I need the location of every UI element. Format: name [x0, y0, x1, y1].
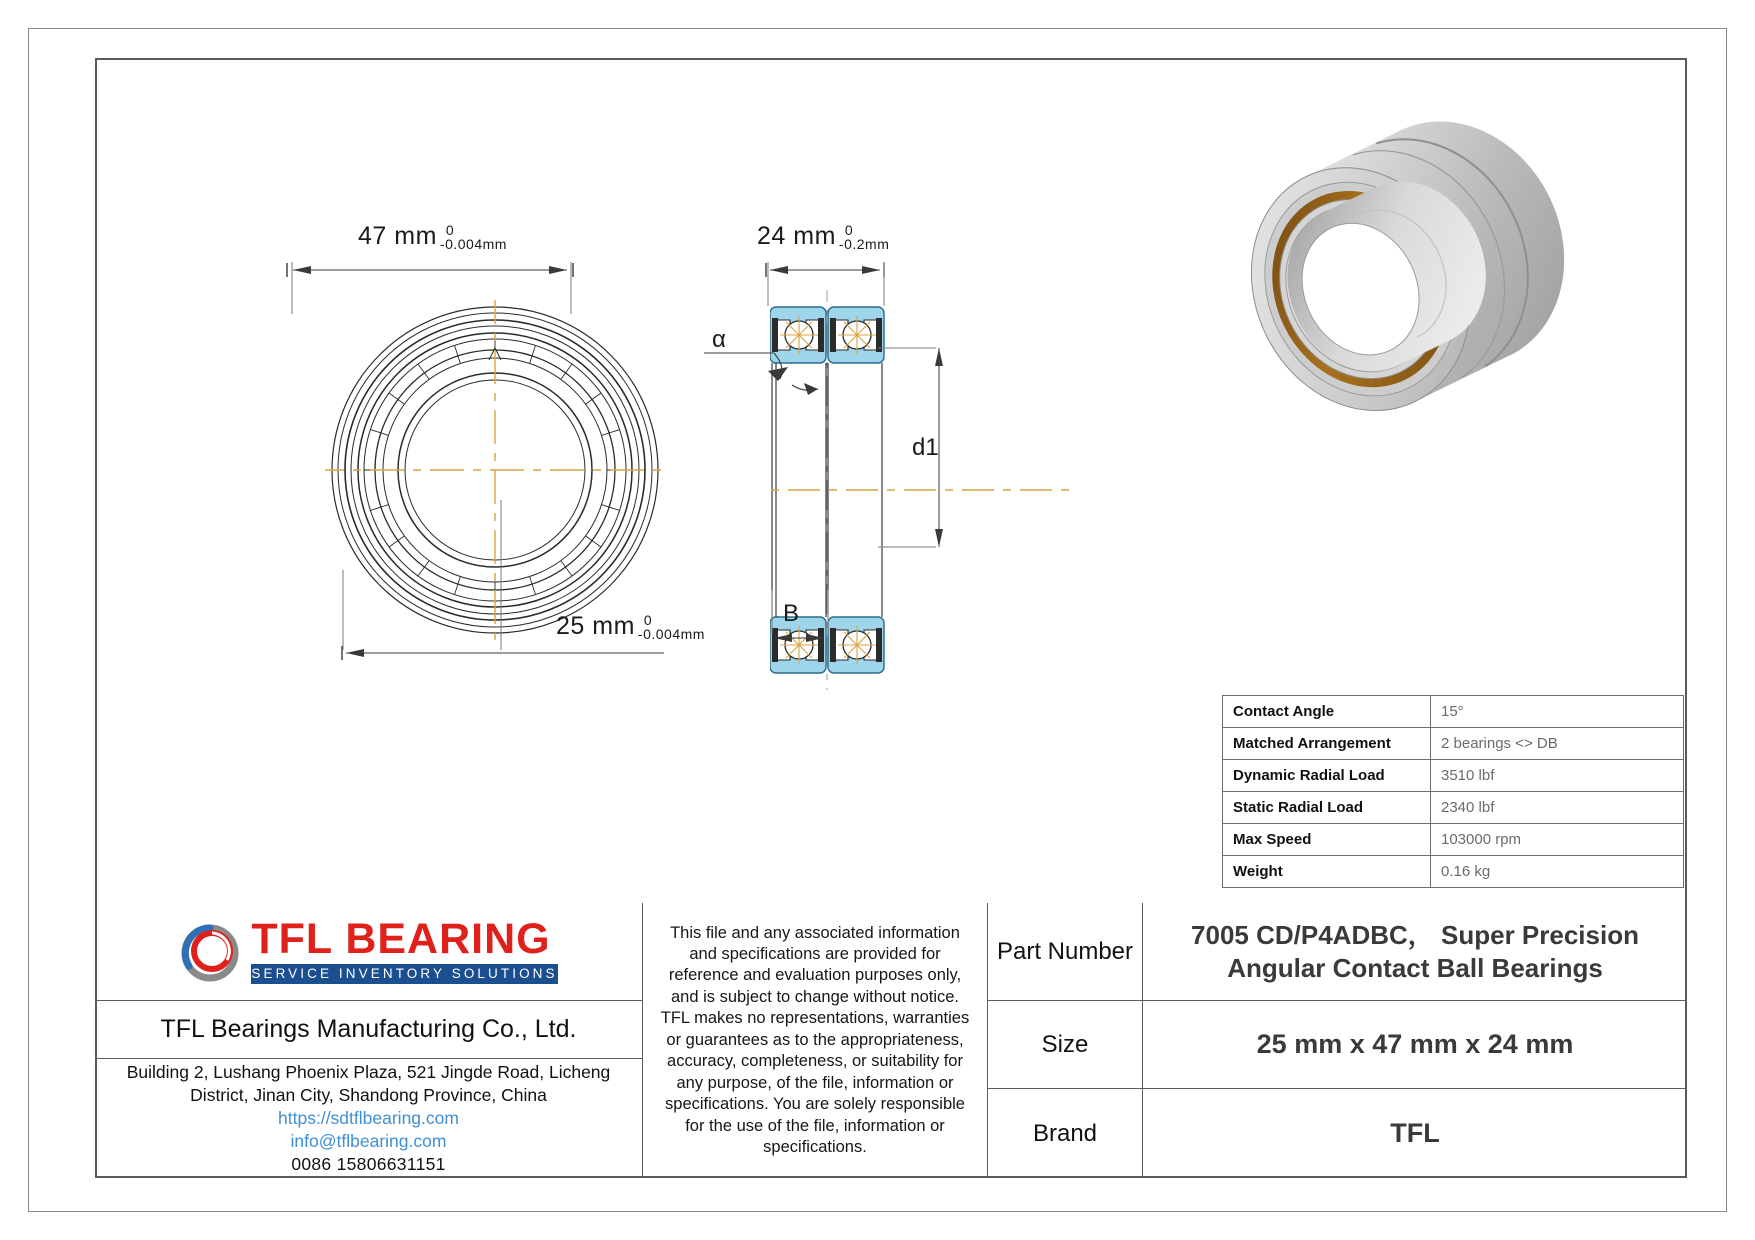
extension-lines-d1 — [878, 345, 940, 550]
inner-diameter-label: d1 — [912, 434, 939, 461]
dimension-outer-diameter: 47 mm 0 -0.004mm — [358, 221, 507, 253]
table-row — [1223, 856, 1684, 888]
brand-value: TFL — [1390, 1117, 1440, 1148]
extension-lines-width — [766, 262, 888, 310]
table-row — [1223, 728, 1684, 760]
spec-key: Contact Angle — [1223, 696, 1431, 728]
address-line-1: Building 2, Lushang Phoenix Plaza, 521 Jingde Road, Licheng — [126, 1061, 611, 1082]
spec-value: 3510 lbf — [1431, 760, 1684, 792]
logo-tagline: SERVICE INVENTORY SOLUTIONS — [251, 964, 557, 984]
spec-key: Dynamic Radial Load — [1223, 760, 1431, 792]
spec-key: Weight — [1223, 856, 1431, 888]
dimension-width: 24 mm 0 -0.2mm — [757, 221, 890, 253]
table-row — [1223, 792, 1684, 824]
phone-number: 0086 15806631151 — [291, 1153, 446, 1174]
company-address-block — [95, 1059, 642, 1178]
table-row — [1223, 824, 1684, 856]
extension-lines-b — [770, 590, 832, 638]
contact-angle-callout-label: α — [712, 326, 726, 353]
title-block-right — [988, 903, 1687, 1178]
spec-value: 0.16 kg — [1431, 856, 1684, 888]
brand-label: Brand — [988, 1089, 1143, 1178]
spec-value: 15° — [1431, 696, 1684, 728]
spec-key: Matched Arrangement — [1223, 728, 1431, 760]
spec-key: Static Radial Load — [1223, 792, 1431, 824]
title-block — [95, 903, 1687, 1178]
table-row — [1223, 760, 1684, 792]
tfl-ring-logo-icon — [179, 920, 241, 982]
spec-key: Max Speed — [1223, 824, 1431, 856]
bearing-3d-render — [1235, 75, 1585, 450]
extension-lines-outer-diameter — [290, 262, 575, 322]
extension-line-bore-right — [498, 500, 508, 652]
specification-table — [1222, 695, 1684, 888]
logo-wordmark: TFL BEARING — [251, 915, 551, 964]
contact-angle-leader — [700, 345, 860, 400]
width-b-label: B — [783, 600, 800, 627]
front-view-bearing — [325, 300, 665, 640]
part-number-label: Part Number — [988, 903, 1143, 1000]
brand-row — [988, 1089, 1687, 1178]
company-name: TFL Bearings Manufacturing Co., Ltd. — [95, 1001, 642, 1059]
dimension-bore-diameter: 25 mm 0 -0.004mm — [556, 611, 705, 643]
size-label: Size — [988, 1001, 1143, 1088]
email-link[interactable]: info@tflbearing.com — [290, 1130, 447, 1151]
company-logo — [95, 903, 642, 1001]
size-value: 25 mm x 47 mm x 24 mm — [1256, 1028, 1574, 1059]
address-line-2: District, Jinan City, Shandong Province, China — [190, 1084, 547, 1105]
extension-line-bore-left — [340, 570, 350, 652]
part-number-row — [988, 903, 1687, 1001]
part-number-value: 7005 CD/P4ADBC， Super Precision Angular Contact Ball Bearings — [1191, 920, 1639, 983]
website-link[interactable]: https://sdtflbearing.com — [278, 1107, 459, 1128]
spec-value: 103000 rpm — [1431, 824, 1684, 856]
spec-value: 2 bearings <> DB — [1431, 728, 1684, 760]
table-row — [1223, 696, 1684, 728]
disclaimer-text: This file and any associated information and specifications are provided for reference and evaluation purposes only, and is subject to change without notice. TFL makes no representations, warranties or guarantees as to the appropriateness, accuracy, completeness, or suitability for any purpose, of the file, information or specifications. You are solely responsible for the use of the file, information or specifications. — [643, 903, 988, 1178]
spec-value: 2340 lbf — [1431, 792, 1684, 824]
title-block-left — [95, 903, 643, 1178]
size-row — [988, 1001, 1687, 1089]
